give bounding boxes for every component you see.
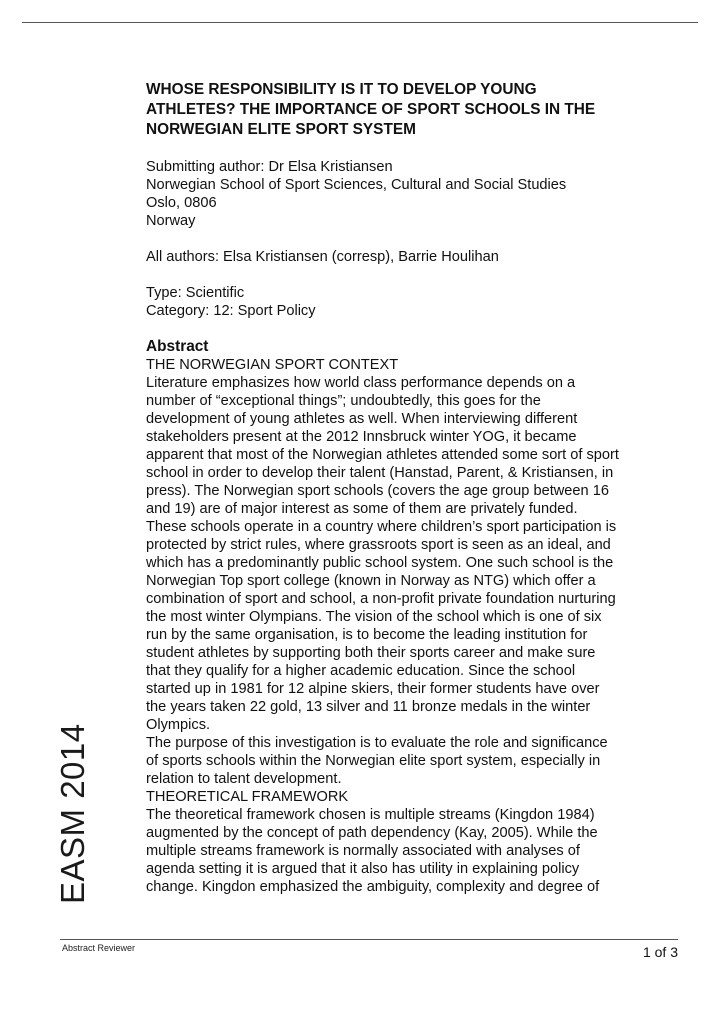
abstract-line: THE NORWEGIAN SPORT CONTEXT xyxy=(146,357,399,373)
document-content xyxy=(146,80,666,896)
institution: Norwegian School of Sport Sciences, Cultural and Social Studies xyxy=(146,177,567,193)
title-line: WHOSE RESPONSIBILITY IS IT TO DEVELOP YOUNG xyxy=(146,81,537,98)
abstract-line: Olympics. xyxy=(146,717,211,733)
all-authors-block xyxy=(146,248,666,266)
title-line: ATHLETES? THE IMPORTANCE OF SPORT SCHOOLS IN THE xyxy=(146,101,596,118)
top-rule xyxy=(22,22,698,23)
abstract-line: protected by strict rules, where grassroots sport is seen as an ideal, and xyxy=(146,537,611,553)
abstract-line: Literature emphasizes how world class performance depends on a xyxy=(146,375,576,391)
abstract-line: the most winter Olympians. The vision of the school which is one of six xyxy=(146,609,602,625)
footer-page-number: 1 of 3 xyxy=(642,944,678,960)
page-title xyxy=(146,80,666,140)
abstract-line: These schools operate in a country where children’s sport participation is xyxy=(146,519,617,535)
abstract-line: number of “exceptional things”; undoubtedly, this goes for the xyxy=(146,393,541,409)
abstract-line: run by the same organisation, is to become the leading institution for xyxy=(146,627,588,643)
abstract-line: press). The Norwegian sport schools (covers the age group between 16 xyxy=(146,483,609,499)
abstract-line: started up in 1981 for 12 alpine skiers, their former students have over xyxy=(146,681,600,697)
abstract-line: the years taken 22 gold, 13 silver and 11 bronze medals in the winter xyxy=(146,699,591,715)
title-line: NORWEGIAN ELITE SPORT SYSTEM xyxy=(146,121,416,138)
country: Norway xyxy=(146,213,196,229)
footer-reviewer: Abstract Reviewer xyxy=(62,943,136,953)
abstract-line: THEORETICAL FRAMEWORK xyxy=(146,789,349,805)
abstract-line: change. Kingdon emphasized the ambiguity, complexity and degree of xyxy=(146,879,600,895)
abstract-line: which has a predominantly public school system. One such school is the xyxy=(146,555,614,571)
abstract-line: of sports schools within the Norwegian elite sport system, especially in xyxy=(146,753,601,769)
city: Oslo, 0806 xyxy=(146,195,217,211)
type-category-block xyxy=(146,284,666,320)
side-label-easm-2014: EASM 2014 xyxy=(54,723,91,904)
abstract-line: student athletes by supporting both their sports career and make sure xyxy=(146,645,596,661)
abstract-line: apparent that most of the Norwegian athletes attended some sort of sport xyxy=(146,447,619,463)
all-authors: All authors: Elsa Kristiansen (corresp), Barrie Houlihan xyxy=(146,249,499,265)
abstract-line: The theoretical framework chosen is multiple streams (Kingdon 1984) xyxy=(146,807,595,823)
abstract-line: agenda setting it is argued that it also has utility in explaining policy xyxy=(146,861,580,877)
abstract-line: that they qualify for a higher academic education. Since the school xyxy=(146,663,576,679)
abstract-line: relation to talent development. xyxy=(146,771,342,787)
submitting-author-block xyxy=(146,158,666,230)
abstract-body xyxy=(146,356,666,896)
abstract-line: combination of sport and school, a non-profit private foundation nurturing xyxy=(146,591,616,607)
type: Type: Scientific xyxy=(146,285,245,301)
bottom-rule xyxy=(60,939,678,940)
submitting-author: Submitting author: Dr Elsa Kristiansen xyxy=(146,159,393,175)
abstract-heading: Abstract xyxy=(146,338,209,355)
abstract-line: development of young athletes as well. When interviewing different xyxy=(146,411,578,427)
abstract-line: Norwegian Top sport college (known in Norway as NTG) which offer a xyxy=(146,573,596,589)
abstract-line: stakeholders present at the 2012 Innsbruck winter YOG, it became xyxy=(146,429,577,445)
category: Category: 12: Sport Policy xyxy=(146,303,316,319)
abstract-line: and 19) are of major interest as some of them are privately funded. xyxy=(146,501,578,517)
abstract-line: school in order to develop their talent (Hanstad, Parent, & Kristiansen, in xyxy=(146,465,614,481)
abstract-line: augmented by the concept of path dependency (Kay, 2005). While the xyxy=(146,825,598,841)
abstract-line: The purpose of this investigation is to evaluate the role and significance xyxy=(146,735,608,751)
abstract-line: multiple streams framework is normally associated with analyses of xyxy=(146,843,580,859)
